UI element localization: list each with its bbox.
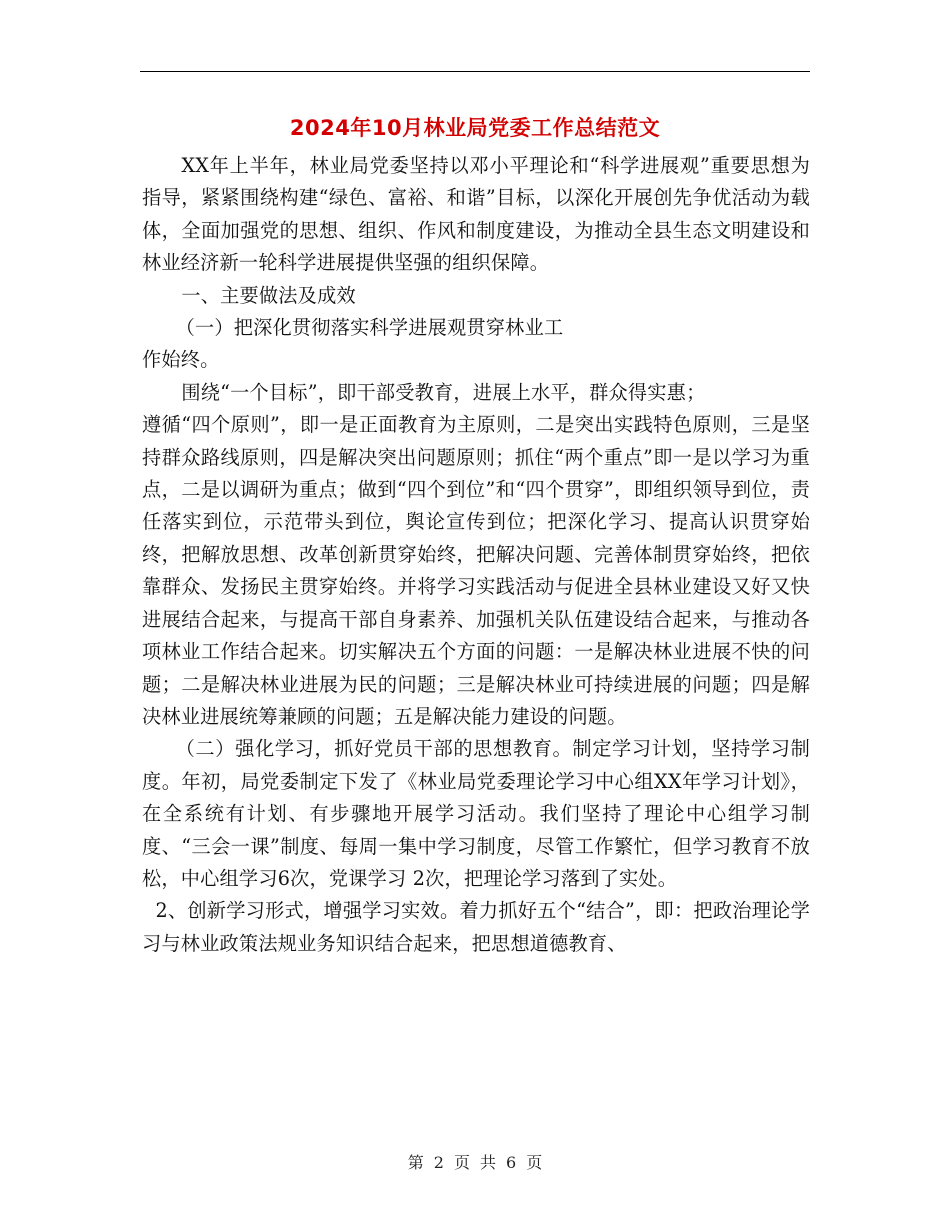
subsection-heading-1-continued: 作始终。 [142, 348, 220, 372]
section-heading-1: 一、主要做法及成效 [181, 283, 356, 307]
paragraph-principles: 遵循“四个原则”，即一是正面教育为主原则，二是突出实践特色原则，三是坚持群众路线原则，四是解决突出问题原则；抓住“两个重点”即一是以学习为重点，二是以调研为重点；做到“四个到位”和“四个贯穿”，即组织领导到位，责任落实到位，示范带头到位，舆论宣传到位；把深化学习、提高认识贯穿始终，把解放思想、改革创新贯穿始终，把解决问题、完善体制贯穿始终，把依靠群众、发扬民主贯穿始终。并将学习实践活动与促进全县林业建设又好又快进展结合起来，与提高干部自身素养、加强机关队伍建设结合起来，与推动各项林业工作结合起来。切实解决五个方面的问题：一是解决林业进展不快的问题；二是解决林业进展为民的问题；三是解决林业可持续进展的问题；四是解决林业进展统筹兼顾的问题；五是解决能力建设的问题。 [142, 413, 810, 728]
document-title: 2024年10月林业局党委工作总结范文 [289, 116, 661, 140]
paragraph-goal: 围绕“一个目标”，即干部受教育，进展上水平，群众得实惠； [181, 380, 706, 404]
header-rule [140, 71, 810, 72]
subsection-heading-1: （一）把深化贯彻落实科学进展观贯穿林业工 [175, 316, 564, 340]
footer-page-total: 6 [506, 1153, 517, 1172]
footer-prefix: 第 [407, 1153, 424, 1172]
footer-suffix: 页 [526, 1153, 543, 1172]
paragraph-study: （二）强化学习，抓好党员干部的思想教育。制定学习计划，坚持学习制度。年初，局党委制定下发了《林业局党委理论学习中心组XX年学习计划》，在全系统有计划、有步骤地开展学习活动。我们坚持了理论中心组学习制度、“三会一课”制度、每周一集中学习制度，尽管工作繁忙，但学习教育不放松，中心组学习6次，党课学习 2次，把理论学习落到了实处。 [142, 737, 810, 890]
footer-total-prefix: 共 [480, 1153, 497, 1172]
document-body [142, 150, 810, 960]
footer-mid: 页 [453, 1153, 470, 1172]
paragraph-study-forms: 2、创新学习形式，增强学习实效。着力抓好五个“结合”，即：把政治理论学习与林业政策法规业务知识结合起来，把思想道德教育、 [142, 899, 810, 955]
footer-page-current: 2 [433, 1153, 444, 1172]
page-footer [0, 1152, 950, 1174]
paragraph-intro: XX年上半年，林业局党委坚持以邓小平理论和“科学进展观”重要思想为指导，紧紧围绕构建“绿色、富裕、和谐”目标，以深化开展创先争优活动为载体，全面加强党的思想、组织、作风和制度建设，为推动全县生态文明建设和林业经济新一轮科学进展提供坚强的组织保障。 [142, 154, 810, 275]
